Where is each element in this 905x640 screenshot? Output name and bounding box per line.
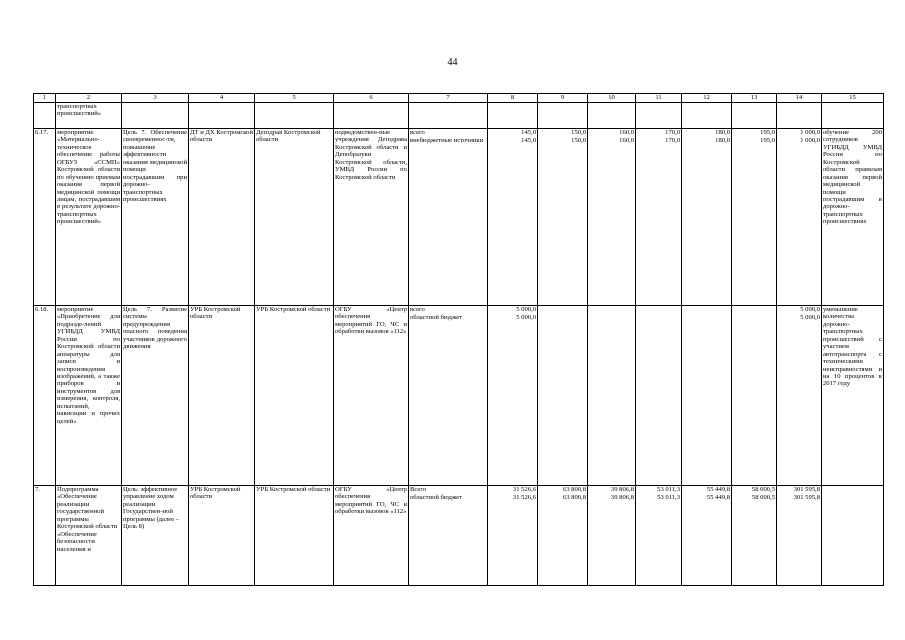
name-cell: транспортных происшествий» [56,103,122,129]
table-row [34,306,884,486]
value-cell [732,129,777,306]
total-value: 1 000,0 [800,137,820,144]
executor-cell: Депздрав Костромской области [255,129,334,306]
activity-name: мероприятие «Приобретение для подразде-лений УГИБДД УМВД России по Костромской области аппаратуры для записи и воспроизведения изображений, а также приборов и инструментов для измерения, контроля, испытаний, навигации и прочих целей» [56,306,122,486]
header-cell: 11 [636,94,682,103]
value-cell [588,486,636,586]
value: 180,0 [715,137,730,144]
value: 55 449,8 [706,494,730,501]
value-cell [488,306,538,486]
value: 195,0 [760,129,775,136]
continuation-row [34,103,884,129]
value [589,314,634,322]
activity-name: мероприятие «Материально-техническое обеспечение работы ОГБУЗ «ССМП» Костромской области по обучению приемам оказания первой медицинской помощи лицам, пострадавшим в результате дорожно-транспортных происшествий» [56,129,122,306]
table-cell [122,103,189,129]
total-cell [777,486,822,586]
value: 195,0 [760,137,775,144]
value-cell [488,486,538,586]
value-cell [636,129,682,306]
participants-cell: ОГБУ «Центр обеспечения мероприятий ГО, ЧС и обработки вызовов «112» [334,306,409,486]
funding-source-cell [409,129,488,306]
value [637,306,680,314]
value: 63 800,8 [562,486,586,493]
funding-source: всего [410,129,425,136]
value: 58 000,5 [751,486,775,493]
value: 53 011,3 [657,494,680,501]
row-number: 6.17. [34,129,56,306]
expected-result: обучение 200 сотрудников УГИБДД УМВД России по Костромской области правилам оказания первой медицинской помощи пострадавшим в дорожно-транспортных происшествиях [822,129,884,306]
header-cell: 4 [189,94,255,103]
header-cell: 8 [488,94,538,103]
header-cell: 3 [122,94,189,103]
value: 39 806,8 [610,494,634,501]
funding-source: областной бюджет [410,494,463,501]
table-row [34,129,884,306]
value: 180,0 [715,129,730,136]
header-row [34,94,884,103]
value: 31 526,6 [512,494,536,501]
value: 145,0 [521,129,536,136]
table-cell [588,103,636,129]
value: 145,0 [521,137,536,144]
table-cell [409,103,488,129]
header-cell: 13 [732,94,777,103]
coordinator-cell: УРБ Костромской области [189,486,255,586]
table-row [34,486,884,586]
row-number: 7. [34,486,56,586]
value [637,314,680,322]
funding-source: областной бюджет [410,314,463,321]
value: 53 011,3 [657,486,680,493]
value-cell [538,129,588,306]
total-value: 301 595,8 [793,494,820,501]
table-cell [334,103,409,129]
expected-result: уменьшение количества дорожно-транспортных происшествий с участием автотранспорта с техническими неисправностями и на 10 процентов к 2017 году [822,306,884,486]
value: 63 800,8 [562,494,586,501]
value [539,306,586,314]
value-cell [588,306,636,486]
participants-cell: подведомствен-ные учреждения Депздрава Костромской области и Депобразуки Костромской области, УМВД России по Костромской области [334,129,409,306]
value [683,314,730,322]
value: 150,0 [571,129,586,136]
participants-cell: ОГБУ «Центр обеспечения мероприятий ГО, ЧС и обработки вызовов «112» [334,486,409,586]
header-cell: 15 [822,94,884,103]
table-cell [255,103,334,129]
table-cell [682,103,732,129]
table-cell [34,103,56,129]
value-cell [732,306,777,486]
header-cell: 6 [334,94,409,103]
header-cell: 2 [56,94,122,103]
value [683,306,730,314]
value: 39 806,8 [610,486,634,493]
row-number: 6.18. [34,306,56,486]
value: 31 526,6 [512,486,536,493]
value-cell [636,306,682,486]
funding-source: всего [410,306,425,313]
program-table [33,93,884,586]
value-cell [682,486,732,586]
funding-source-cell [409,486,488,586]
expected-result [822,486,884,586]
table-cell [538,103,588,129]
header-cell: 5 [255,94,334,103]
value: 55 449,8 [706,486,730,493]
value-cell [488,129,538,306]
total-cell [777,306,822,486]
total-value: 301 595,8 [793,486,820,493]
table-cell [488,103,538,129]
table-cell [189,103,255,129]
table-cell [777,103,822,129]
header-cell: 9 [538,94,588,103]
value: 160,0 [619,137,634,144]
value-cell [682,306,732,486]
value: 5 000,0 [516,314,536,321]
total-value: 5 000,0 [800,306,820,313]
total-value: 5 000,0 [800,314,820,321]
table-cell [732,103,777,129]
coordinator-cell: УРБ Костромской области [189,306,255,486]
value-cell [732,486,777,586]
page-number: 44 [447,57,458,68]
value: 5 000,0 [516,306,536,313]
header-cell: 10 [588,94,636,103]
value: 170,0 [665,137,680,144]
value: 150,0 [571,137,586,144]
value: 170,0 [665,129,680,136]
value-cell [538,486,588,586]
coordinator-cell: ДТ и ДХ Костромской области [189,129,255,306]
value-cell [636,486,682,586]
executor-cell: УРБ Костромской области [255,486,334,586]
value [589,306,634,314]
value [733,314,775,322]
total-value: 1 000,0 [800,129,820,136]
value-cell [538,306,588,486]
executor-cell: УРБ Костромской области [255,306,334,486]
table-cell [822,103,884,129]
value [733,306,775,314]
header-cell: 7 [409,94,488,103]
funding-source-cell [409,306,488,486]
goal-cell: Цель 7. Развитие системы предупреждения опасного поведения участников дорожного движения [122,306,189,486]
total-cell [777,129,822,306]
goal-cell: Цель 7. Обеспечение своевременнос-ти, повышение эффективности оказания медицинской помощи пострадавшим при дорожно-транспортных происшествиях [122,129,189,306]
value: 58 000,5 [751,494,775,501]
value-cell [682,129,732,306]
header-cell: 1 [34,94,56,103]
value-cell [588,129,636,306]
funding-source: внебюджетные источники [410,137,484,144]
header-cell: 12 [682,94,732,103]
header-cell: 14 [777,94,822,103]
value: 160,0 [619,129,634,136]
goal-cell: Цель: эффективное управление ходом реализации Государствен-ной программы (далее – Цель 8) [122,486,189,586]
funding-source: Всего [410,486,427,493]
table-cell [636,103,682,129]
subprogram-name: Подпрограмма «Обеспечение реализации государственной программы Костромской области «Обеспечение безопасности населения и [56,486,122,586]
value [539,314,586,322]
